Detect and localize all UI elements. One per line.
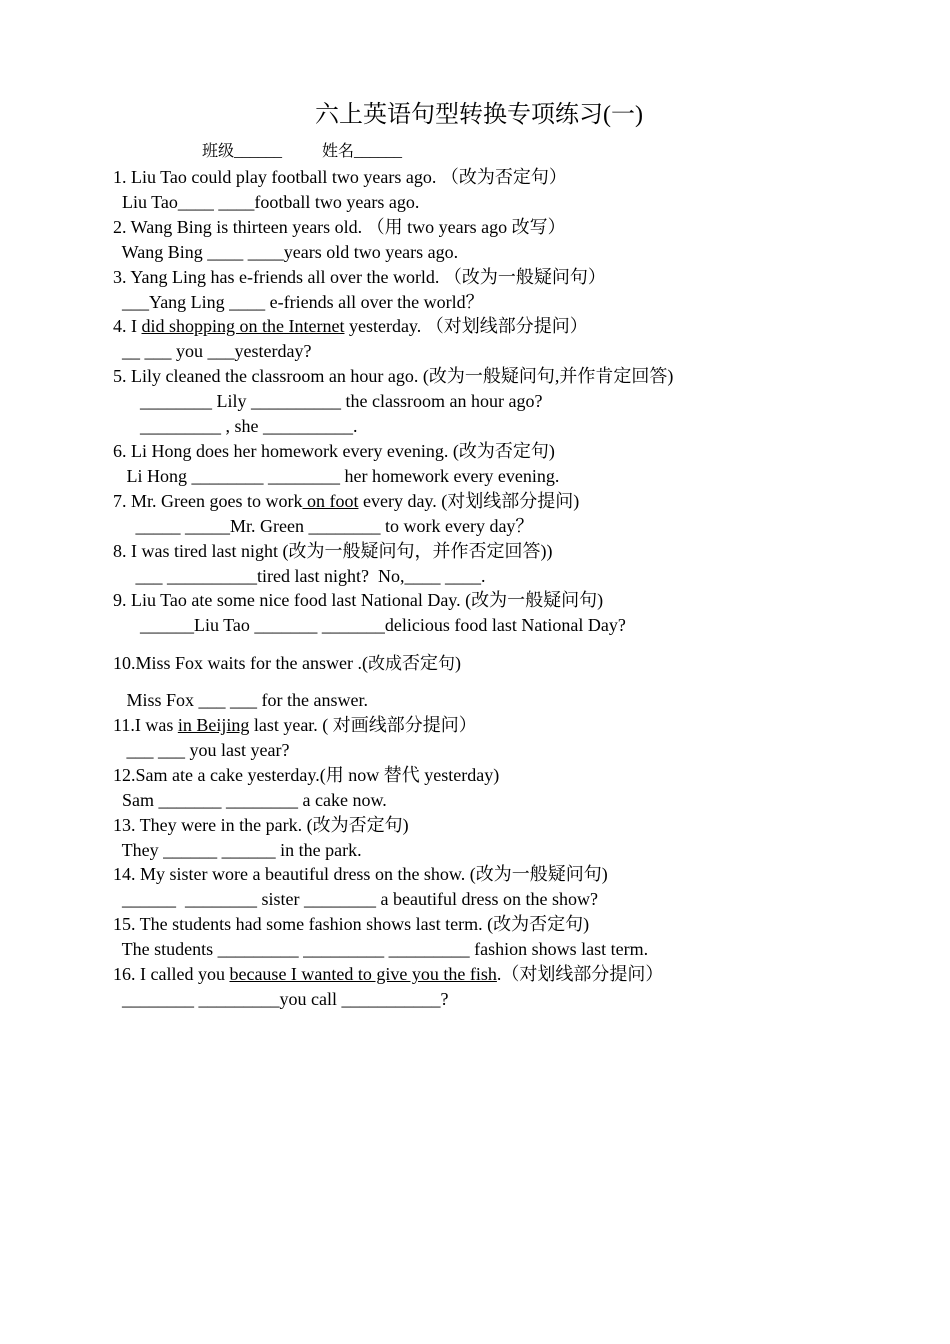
question-13: 13. They were in the park. (改为否定句): [113, 814, 409, 835]
question-1: 1. Liu Tao could play football two years ago. （改为否定句）: [113, 167, 567, 187]
answer-5-line-2: _________ , she __________.: [113, 416, 358, 437]
question-9: 9. Liu Tao ate some nice food last National Day. (改为一般疑问句): [113, 590, 604, 611]
underlined-phrase: did shopping on the Internet: [141, 316, 345, 337]
answer-12: Sam _______ ________ a cake now.: [113, 789, 387, 810]
question-12: 12.Sam ate a cake yesterday.(用 now 替代 yesterday): [113, 764, 500, 785]
answer-6: Li Hong ________ ________ her homework every evening.: [113, 465, 560, 486]
answer-2: Wang Bing ____ ____years old two years ago.: [113, 241, 459, 262]
answer-11: ___ ___ you last year?: [113, 739, 290, 760]
answer-15: The students _________ _________ _________ fashion shows last term.: [113, 939, 649, 960]
answer-8: ___ __________tired last night? No,____ ____.: [113, 565, 486, 586]
exercise-list: [113, 165, 913, 1012]
question-6: 6. Li Hong does her homework every evening. (改为否定句): [113, 440, 555, 461]
question-15: 15. The students had some fashion shows last term. (改为否定句): [113, 914, 590, 935]
spacer: [113, 638, 913, 651]
answer-1: Liu Tao____ ____football two years ago.: [113, 191, 420, 212]
spacer: [113, 677, 913, 688]
answer-16: ________ _________you call ___________?: [113, 989, 449, 1009]
answer-3: ___Yang Ling ____ e-friends all over the world？: [113, 291, 484, 312]
underlined-phrase: on foot: [302, 490, 359, 511]
class-label: 班级______: [202, 143, 283, 160]
answer-13: They ______ ______ in the park.: [113, 839, 362, 860]
underlined-phrase: because I wanted to give you the fish: [229, 964, 497, 985]
underlined-phrase: in Beijing: [177, 715, 250, 736]
question-14: 14. My sister wore a beautiful dress on the show. (改为一般疑问句): [113, 864, 608, 885]
question-10: 10.Miss Fox waits for the answer .(改成否定句): [113, 653, 461, 675]
answer-10: Miss Fox ___ ___ for the answer.: [113, 690, 368, 711]
page-title: 六上英语句型转换专项练习(一): [315, 102, 643, 128]
answer-9: ______Liu Tao _______ _______delicious food last National Day?: [113, 615, 626, 636]
question-4: 4. I did shopping on the Internet yesterday. （对划线部分提问）: [113, 316, 588, 337]
question-2: 2. Wang Bing is thirteen years old. （用 two years ago 改写）: [113, 216, 566, 237]
question-11: 11.I was in Beijing last year. ( 对画线部分提问）: [113, 715, 477, 736]
answer-14: ______ ________ sister ________ a beautiful dress on the show?: [113, 889, 598, 910]
answer-4: __ ___ you ___yesterday?: [113, 341, 312, 362]
name-label: 姓名______: [322, 143, 403, 160]
answer-5-line-1: ________ Lily __________ the classroom an hour ago?: [113, 391, 543, 412]
student-info: [202, 141, 402, 163]
question-3: 3. Yang Ling has e-friends all over the world. （改为一般疑问句）: [113, 266, 606, 287]
question-16: 16. I called you because I wanted to give you the fish.（对划线部分提问）: [113, 964, 664, 985]
question-8: 8. I was tired last night (改为一般疑问句，并作否定回答)): [113, 540, 553, 561]
question-5: 5. Lily cleaned the classroom an hour ago. (改为一般疑问句,并作肯定回答): [113, 366, 674, 387]
answer-7: _____ _____Mr. Green ________ to work every day？: [113, 515, 534, 536]
question-7: 7. Mr. Green goes to work on foot every day. (对划线部分提问): [113, 490, 580, 511]
